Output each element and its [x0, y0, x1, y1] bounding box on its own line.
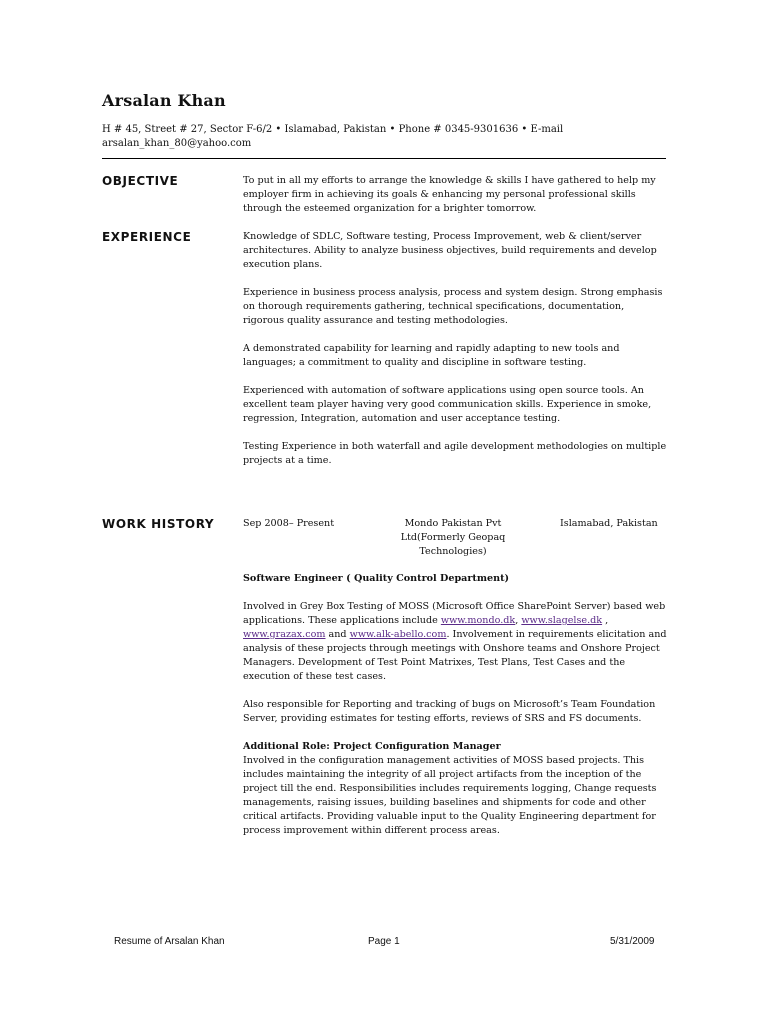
additional-role-title: Additional Role: Project Configuration Manager — [243, 741, 501, 752]
job-dates: Sep 2008– Present — [243, 518, 335, 529]
objective-heading: OBJECTIVE — [102, 174, 179, 188]
contact-info — [102, 123, 672, 151]
experience-section — [243, 230, 668, 468]
experience-paragraph: Knowledge of SDLC, Software testing, Process Improvement, web & client/server architectures. Ability to analyze business objectives, build requirements and develop execution plans. — [243, 231, 657, 270]
experience-paragraph: Testing Experience in both waterfall and agile development methodologies on multiple projects at a time. — [243, 441, 667, 466]
footer-page-number: Page 1 — [368, 936, 400, 947]
work-history-heading: WORK HISTORY — [102, 517, 215, 531]
contact-line-address-phone: H # 45, Street # 27, Sector F-6/2 • Islamabad, Pakistan • Phone # 0345-9301636 • E-mail — [102, 124, 564, 135]
job-description-paragraph: Also responsible for Reporting and tracking of bugs on Microsoft’s Team Foundation Server, providing estimates for testing efforts, reviews of SRS and FS documents. — [243, 699, 656, 724]
footer-date: 5/31/2009 — [610, 936, 655, 947]
objective-text: To put in all my efforts to arrange the knowledge & skills I have gathered to help my employer firm in achieving its goals & enhancing my personal professional skills through the esteemed organization for a brighter tomorrow. — [243, 175, 656, 214]
footer-left: Resume of Arsalan Khan — [114, 936, 225, 947]
job-location: Islamabad, Pakistan — [560, 518, 658, 529]
link-alk-abello[interactable]: www.alk-abello.com — [349, 629, 447, 640]
link-grazax[interactable]: www.grazax.com — [243, 629, 326, 640]
header-divider — [102, 158, 666, 159]
additional-role-description: Involved in the configuration management activities of MOSS based projects. This includes maintaining the integrity of all project artifacts from the inception of the project till the end. Responsibilities includes requirements logging, Change requests managements, raising issues, building baselines and shipments for code and other critical artifacts. Providing valuable input to the Quality Engineering department for process improvement within different process areas. — [243, 755, 657, 836]
job-description-paragraph: Involved in Grey Box Testing of MOSS (Microsoft Office SharePoint Server) based web applications. These applications include www.mondo.dk, www.slagelse.dk , www.grazax.com and www.alk-abello.com. Involvement in requirements elicitation and analysis of these projects through meetings with Onshore teams and Onshore Project Managers. Development of Test Point Matrixes, Test Plans, Test Cases and the execution of these test cases. — [243, 601, 667, 682]
job-company: Mondo Pakistan Pvt Ltd(Formerly Geopaq Technologies) — [400, 518, 506, 557]
work-history-details — [243, 572, 668, 838]
link-slagelse[interactable]: www.slagelse.dk — [521, 615, 603, 626]
experience-paragraph: Experienced with automation of software applications using open source tools. An excellent team player having very good communication skills. Experience in smoke, regression, Integration, automation and user acceptance testing. — [243, 385, 652, 424]
experience-paragraph: A demonstrated capability for learning and rapidly adapting to new tools and languages; a commitment to quality and discipline in software testing. — [243, 343, 620, 368]
resume-name: Arsalan Khan — [102, 91, 226, 110]
contact-line-email: arsalan_khan_80@yahoo.com — [102, 138, 252, 149]
job-title: Software Engineer ( Quality Control Department) — [243, 573, 510, 584]
experience-heading: EXPERIENCE — [102, 230, 192, 244]
link-mondo[interactable]: www.mondo.dk — [440, 615, 516, 626]
experience-paragraph: Experience in business process analysis, process and system design. Strong emphasis on thorough requirements gathering, technical specifications, documentation, rigorous quality assurance and testing methodologies. — [243, 287, 663, 326]
